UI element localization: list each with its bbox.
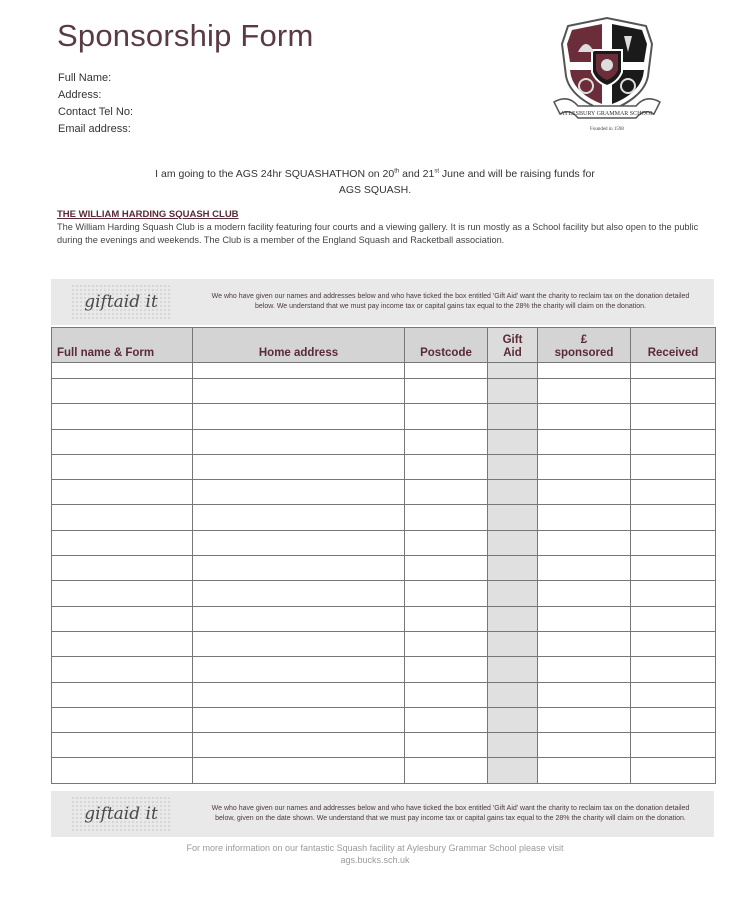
cell-received[interactable] [631,480,716,505]
cell-gift-aid[interactable] [488,682,538,707]
cell-postcode[interactable] [405,657,488,682]
cell-gift-aid[interactable] [488,379,538,404]
cell-gift-aid[interactable] [488,606,538,631]
giftaid-text: We who have given our names and addresses below and who have ticked the box entitled 'Gift Aid' want the charity to reclaim tax on the donation detailed below, given on the date shown. We understand that we must pay income tax or capital gains tax equal to the 28% the charity will claim on the donation. [211,805,690,822]
cell-home-address[interactable] [193,429,405,454]
cell-sponsored[interactable] [538,429,631,454]
cell-postcode[interactable] [405,505,488,530]
field-contact-tel[interactable]: Contact Tel No: [58,106,134,118]
cell-gift-aid[interactable] [488,631,538,656]
cell-received[interactable] [631,606,716,631]
cell-sponsored[interactable] [538,657,631,682]
column-header-home-address: Home address [193,328,405,363]
cell-sponsored[interactable] [538,530,631,555]
cell-received[interactable] [631,429,716,454]
cell-home-address[interactable] [193,682,405,707]
cell-home-address[interactable] [193,758,405,783]
cell-full-name[interactable] [52,454,193,479]
cell-full-name[interactable] [52,404,193,429]
table-row [52,606,716,631]
cell-gift-aid[interactable] [488,505,538,530]
cell-received[interactable] [631,581,716,606]
table-row [52,758,716,783]
cell-gift-aid[interactable] [488,733,538,758]
table-row [52,631,716,656]
cell-sponsored[interactable] [538,707,631,732]
cell-full-name[interactable] [52,363,193,379]
cell-sponsored[interactable] [538,606,631,631]
cell-received[interactable] [631,631,716,656]
cell-postcode[interactable] [405,379,488,404]
page-title: Sponsorship Form [57,18,314,53]
cell-sponsored[interactable] [538,556,631,581]
cell-home-address[interactable] [193,606,405,631]
cell-home-address[interactable] [193,733,405,758]
table-row [52,363,716,379]
cell-full-name[interactable] [52,530,193,555]
cell-received[interactable] [631,707,716,732]
cell-gift-aid[interactable] [488,707,538,732]
giftaid-logo-icon: giftaid it [71,284,171,320]
cell-sponsored[interactable] [538,581,631,606]
table-row [52,505,716,530]
cell-received[interactable] [631,682,716,707]
cell-home-address[interactable] [193,530,405,555]
cell-gift-aid[interactable] [488,758,538,783]
cell-postcode[interactable] [405,733,488,758]
cell-full-name[interactable] [52,606,193,631]
cell-home-address[interactable] [193,581,405,606]
cell-full-name[interactable] [52,480,193,505]
cell-received[interactable] [631,404,716,429]
cell-home-address[interactable] [193,454,405,479]
cell-home-address[interactable] [193,707,405,732]
table-row [52,454,716,479]
cell-full-name[interactable] [52,429,193,454]
cell-postcode[interactable] [405,707,488,732]
cell-home-address[interactable] [193,480,405,505]
table-row [52,657,716,682]
column-header-gift-aid: Gift Aid [488,328,538,363]
cell-sponsored[interactable] [538,379,631,404]
table-row [52,379,716,404]
column-header-sponsored: £ sponsored [538,328,631,363]
cell-postcode[interactable] [405,480,488,505]
cell-home-address[interactable] [193,657,405,682]
giftaid-text: We who have given our names and addresses below and who have ticked the box entitled 'Gift Aid' want the charity to reclaim tax on the donation detailed below. We understand that we must pay income tax or capital gains tax equal to the 28% the charity will claim on the donation. [211,293,690,310]
cell-received[interactable] [631,379,716,404]
cell-home-address[interactable] [193,404,405,429]
field-full-name[interactable]: Full Name: [58,72,112,84]
giftaid-logo-icon: giftaid it [71,796,171,832]
cell-full-name[interactable] [52,505,193,530]
cell-gift-aid[interactable] [488,530,538,555]
table-header-row [52,328,716,363]
cell-sponsored[interactable] [538,631,631,656]
personal-details [58,70,133,138]
cell-received[interactable] [631,758,716,783]
cell-sponsored[interactable] [538,505,631,530]
table-row [52,404,716,429]
cell-postcode[interactable] [405,363,488,379]
cell-postcode[interactable] [405,454,488,479]
cell-full-name[interactable] [52,556,193,581]
cell-home-address[interactable] [193,556,405,581]
cell-postcode[interactable] [405,429,488,454]
cell-full-name[interactable] [52,379,193,404]
column-header-full-name: Full name & Form [52,328,193,363]
cell-received[interactable] [631,733,716,758]
cell-gift-aid[interactable] [488,657,538,682]
footer-info: For more information on our fantastic Squash facility at Aylesbury Grammar School please visit ags.bucks.sch.uk [100,842,650,866]
cell-sponsored[interactable] [538,454,631,479]
cell-received[interactable] [631,505,716,530]
cell-full-name[interactable] [52,581,193,606]
cell-gift-aid[interactable] [488,581,538,606]
crest-motto: AYLESBURY GRAMMAR SCHOOL [560,111,654,117]
cell-gift-aid[interactable] [488,363,538,379]
sponsors-table [51,327,716,784]
club-heading: THE WILLIAM HARDING SQUASH CLUB [57,209,239,220]
cell-sponsored[interactable] [538,682,631,707]
table-row [52,556,716,581]
table-row [52,530,716,555]
website-link[interactable]: ags.bucks.sch.uk [340,855,410,865]
cell-postcode[interactable] [405,682,488,707]
cell-full-name[interactable] [52,733,193,758]
cell-full-name[interactable] [52,682,193,707]
cell-full-name[interactable] [52,631,193,656]
cell-postcode[interactable] [405,556,488,581]
giftaid-declaration-bottom [51,791,714,837]
cell-gift-aid[interactable] [488,480,538,505]
cell-sponsored[interactable] [538,363,631,379]
school-crest-icon [548,14,666,134]
cell-postcode[interactable] [405,758,488,783]
cell-received[interactable] [631,363,716,379]
cell-postcode[interactable] [405,631,488,656]
club-description: The William Harding Squash Club is a modern facility featuring four courts and a viewing gallery. It is run mostly as a School facility but also open to the public during the evenings and weekends. The Club is a member of the England Squash and Racketball association. [57,222,699,245]
cell-postcode[interactable] [405,404,488,429]
cell-home-address[interactable] [193,379,405,404]
cell-received[interactable] [631,454,716,479]
cell-full-name[interactable] [52,758,193,783]
cell-gift-aid[interactable] [488,454,538,479]
cell-sponsored[interactable] [538,758,631,783]
table-row [52,480,716,505]
field-address[interactable]: Address: [58,89,102,101]
cell-postcode[interactable] [405,606,488,631]
cell-sponsored[interactable] [538,404,631,429]
cell-sponsored[interactable] [538,733,631,758]
cell-full-name[interactable] [52,657,193,682]
cell-postcode[interactable] [405,530,488,555]
field-email[interactable]: Email address: [58,123,131,135]
cell-home-address[interactable] [193,363,405,379]
cell-sponsored[interactable] [538,480,631,505]
cell-gift-aid[interactable] [488,404,538,429]
crest-founded: Founded in 1598 [590,127,624,132]
table-row [52,581,716,606]
cell-home-address[interactable] [193,505,405,530]
cell-gift-aid[interactable] [488,556,538,581]
cell-received[interactable] [631,657,716,682]
cell-received[interactable] [631,530,716,555]
cell-received[interactable] [631,556,716,581]
column-header-postcode: Postcode [405,328,488,363]
cell-home-address[interactable] [193,631,405,656]
intro-statement: I am going to the AGS 24hr SQUASHATHON on 20th and 21st June and will be raising funds for AGS SQUASH. [155,168,595,196]
table-row [52,733,716,758]
table-row [52,429,716,454]
cell-gift-aid[interactable] [488,429,538,454]
table-row [52,707,716,732]
cell-postcode[interactable] [405,581,488,606]
table-row [52,682,716,707]
cell-full-name[interactable] [52,707,193,732]
column-header-received: Received [631,328,716,363]
giftaid-declaration-top [51,279,714,325]
